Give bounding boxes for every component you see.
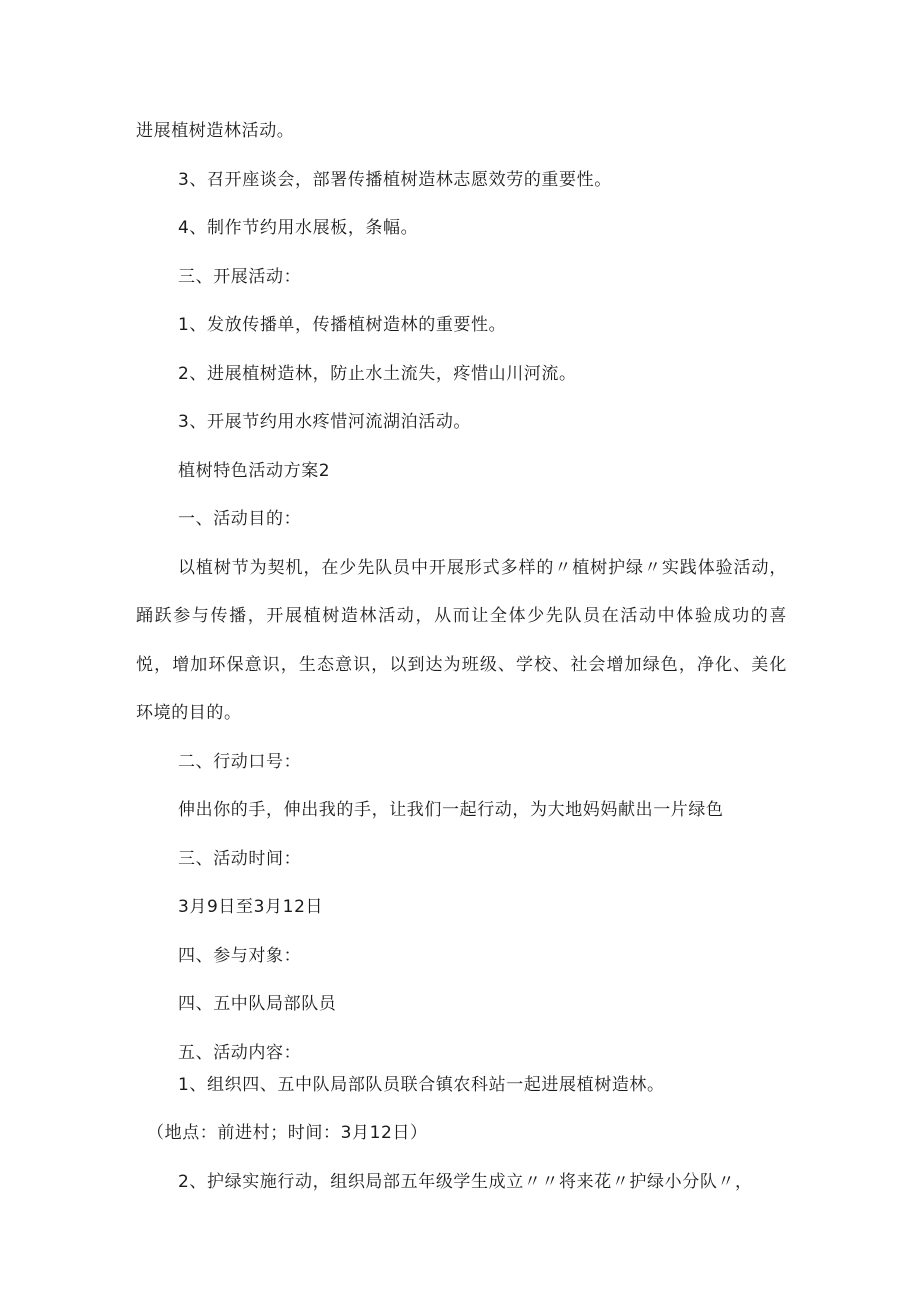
section-heading: 三、开展活动： — [178, 267, 302, 287]
paragraph-line: 伸出你的手，伸出我的手，让我们一起行动，为大地妈妈献出一片绿色 — [178, 800, 724, 820]
section-heading: 三、活动时间： — [178, 849, 302, 869]
paragraph-line: 踊跃参与传播，开展植树造林活动，从而让全体少先队员在活动中体验成功的喜 — [136, 606, 787, 626]
paragraph-line: 以植树节为契机，在少先队员中开展形式多样的〃植树护绿〃实践体验活动， — [178, 558, 787, 578]
list-item: 3、召开座谈会，部署传播植树造林志愿效劳的重要性。 — [178, 170, 612, 190]
list-item: 1、组织四、五中队局部队员联合镇农科站一起进展植树造林。 — [178, 1075, 665, 1095]
document-title: 植树特色活动方案2 — [178, 461, 331, 481]
list-item: 4、制作节约用水展板，条幅。 — [178, 218, 419, 238]
paragraph-line: 环境的目的。 — [136, 703, 242, 723]
section-heading: 二、行动口号： — [178, 752, 302, 772]
paragraph-line: 进展植树造林活动。 — [136, 121, 295, 141]
list-item: 3、开展节约用水疼惜河流湖泊活动。 — [178, 412, 472, 432]
paragraph-line: （地点：前进村；时间：3月12日） — [147, 1123, 428, 1143]
list-item: 2、进展植树造林，防止水土流失，疼惜山川河流。 — [178, 364, 577, 384]
paragraph-line: 四、五中队局部队员 — [178, 994, 337, 1014]
section-heading: 一、活动目的： — [178, 509, 302, 529]
list-item: 2、护绿实施行动，组织局部五年级学生成立〃〃将来花〃护绿小分队〃， — [178, 1172, 753, 1192]
list-item: 1、发放传播单，传播植树造林的重要性。 — [178, 315, 507, 335]
paragraph-line: 悦，增加环保意识，生态意识，以到达为班级、学校、社会增加绿色，净化、美化 — [136, 655, 787, 675]
section-heading: 四、参与对象： — [178, 946, 302, 966]
section-heading: 五、活动内容： — [178, 1043, 302, 1063]
paragraph-line: 3月9日至3月12日 — [178, 897, 324, 917]
